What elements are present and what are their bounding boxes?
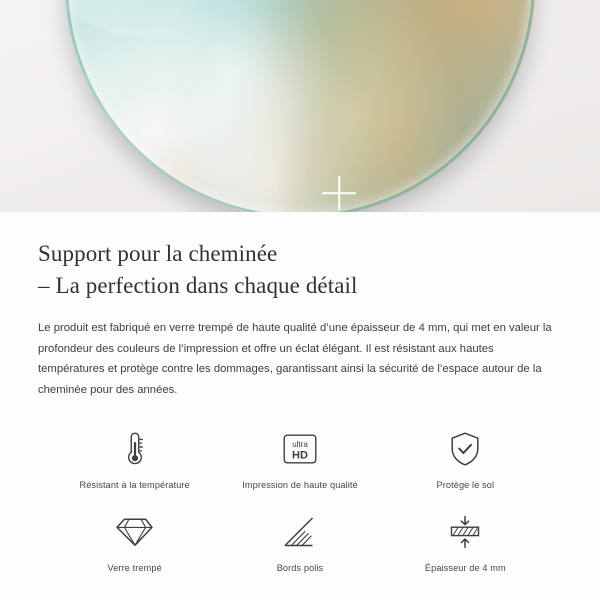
shield-check-icon [449,428,481,470]
feature-grid [38,422,562,584]
product-description-text: Le produit est fabriqué en verre trempé de haute qualité d’une épaisseur de 4 mm, qui met en valeur la profondeur des couleurs de l’impression et offre un éclat élégant. Il est résistant aux hautes températures et protège contre les dommages, garantissant ainsi la sécurité de l’espace autour de la cheminée pour des années. [38,322,552,396]
feature-item-tempered-glass [52,505,217,584]
polished-edges-icon [283,511,317,553]
page-title-line-1: Support pour la cheminée [38,241,278,266]
feature-label: Protège le sol [436,480,495,490]
feature-label: Bords polis [276,563,324,573]
feature-item-polished-edges [217,505,382,584]
feature-item-thickness [383,505,548,584]
feature-item-floor-protection [383,422,548,501]
svg-text:ultra: ultra [292,440,308,450]
feature-label: Résistant à la température [79,480,190,490]
thermometer-icon [122,428,148,470]
page-title-line-2: – La perfection dans chaque détail [38,273,358,298]
page-title [38,238,562,302]
diamond-icon [116,511,154,553]
feature-item-print-quality [217,422,382,501]
feature-item-temperature [52,422,217,501]
hero-image [0,0,600,212]
content-section [0,238,600,584]
thickness-arrows-icon [447,511,483,553]
round-glass-panel-image [65,0,535,212]
feature-label: Impression de haute qualité [242,480,358,490]
feature-label: Verre trempé [107,563,162,573]
svg-text:HD: HD [292,449,308,462]
feature-label: Épaisseur de 4 mm [424,563,506,573]
ultra-hd-icon [283,428,317,470]
